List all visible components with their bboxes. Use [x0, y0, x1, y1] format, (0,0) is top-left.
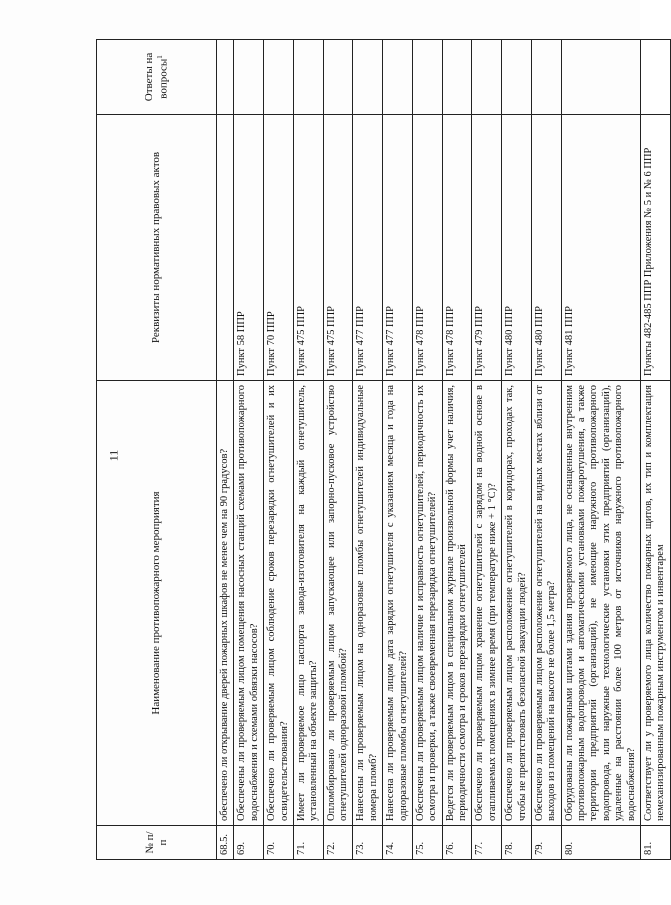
row-measure-name: Нанесены ли проверяемым лицом на одноразовые пломбы огнетушителей индивидуальные номера пломб? — [353, 381, 383, 826]
row-requisites: Пункт 475 ППР — [323, 115, 353, 381]
row-number: 75. — [412, 826, 442, 860]
row-number: 81. — [640, 826, 670, 860]
table-row — [561, 40, 640, 860]
row-answer — [412, 40, 442, 115]
table-row — [353, 40, 383, 860]
row-measure-name: Обеспечены ли проверяемым лицом наличие и исправность огнетушителей, периодичность их осмотра и проверки, а также своевременная перезарядка огнетушителей? — [412, 381, 442, 826]
row-number: 77. — [472, 826, 502, 860]
row-answer — [442, 40, 472, 115]
header-answers — [97, 40, 217, 115]
row-measure-name: Имеет ли проверяемое лицо паспорта завода-изготовителя на каждый огнетушитель, установленный на объекте защиты? — [293, 381, 323, 826]
row-number: 74. — [383, 826, 413, 860]
row-answer — [531, 40, 561, 115]
table-row — [217, 40, 234, 860]
table-header-row — [97, 40, 217, 860]
row-number: 69. — [234, 826, 264, 860]
row-measure-name: Опломбировано ли проверяемым лицом запускающее или запорно-пусковое устройство огнетушителей одноразовой пломбой? — [323, 381, 353, 826]
row-measure-name: Обеспечено ли проверяемым лицом расположение огнетушителей на видных местах вблизи от выходов из помещений на высоте не более 1,5 метра? — [531, 381, 561, 826]
page-number: 11 — [106, 449, 121, 462]
table-row — [264, 40, 294, 860]
row-requisites: Пункт 478 ППР — [412, 115, 442, 381]
row-answer — [561, 40, 640, 115]
row-number: 70. — [264, 826, 294, 860]
row-requisites: Пункт 477 ППР — [353, 115, 383, 381]
row-answer — [640, 40, 670, 115]
table-row — [640, 40, 670, 860]
row-answer — [234, 40, 264, 115]
table-row — [383, 40, 413, 860]
row-answer — [472, 40, 502, 115]
row-measure-name: Ведется ли проверяемым лицом в специальном журнале произвольной формы учет наличия, периодичности осмотра и сроков перезарядки огнетушителей — [442, 381, 472, 826]
row-measure-name: обеспечено ли открывание дверей пожарных шкафов не менее чем на 90 градусов? — [217, 381, 234, 826]
row-measure-name: Обеспечено ли проверяемым лицом соблюдение сроков перезарядки огнетушителей и их освидетельствования? — [264, 381, 294, 826]
row-number: 79. — [531, 826, 561, 860]
row-measure-name: Обеспечено ли проверяемым лицом расположение огнетушителей в коридорах, проходах так, чтобы не препятствовать безопасной эвакуации людей? — [502, 381, 532, 826]
row-requisites: Пункт 58 ППР — [234, 115, 264, 381]
row-answer — [264, 40, 294, 115]
header-answers-label: Ответы на вопросы — [142, 52, 170, 102]
table-row — [442, 40, 472, 860]
header-name: Наименование противопожарного мероприятия — [97, 381, 217, 826]
row-answer — [502, 40, 532, 115]
table-row — [323, 40, 353, 860]
table-row — [234, 40, 264, 860]
checklist-table — [96, 39, 671, 860]
row-requisites: Пункт 480 ППР — [502, 115, 532, 381]
row-number: 73. — [353, 826, 383, 860]
row-requisites: Пункт 477 ППР — [383, 115, 413, 381]
table-row — [502, 40, 532, 860]
row-requisites: Пункт 475 ППР — [293, 115, 323, 381]
row-measure-name: Соответствует ли у проверяемого лица количество пожарных щитов, их тип и комплектация немеханизированным пожарным инструментом и инвентарем — [640, 381, 670, 826]
row-number: 78. — [502, 826, 532, 860]
row-requisites: Пункт 480 ППР — [531, 115, 561, 381]
row-answer — [353, 40, 383, 115]
row-number: 76. — [442, 826, 472, 860]
row-measure-name: Обеспечены ли проверяемым лицом помещения насосных станций схемами противопожарного водоснабжения и схемами обвязки насосов? — [234, 381, 264, 826]
row-answer — [323, 40, 353, 115]
row-requisites: Пункт 478 ППР — [442, 115, 472, 381]
row-requisites: Пункт 70 ППР — [264, 115, 294, 381]
row-requisites — [217, 115, 234, 381]
table-row — [412, 40, 442, 860]
row-answer — [383, 40, 413, 115]
footnote-mark: 1 — [155, 55, 164, 59]
table-row — [293, 40, 323, 860]
row-number: 72. — [323, 826, 353, 860]
row-requisites: Пункты 482-485 ППР Приложения № 5 и № 6 ППР — [640, 115, 670, 381]
row-answer — [293, 40, 323, 115]
row-number: 68.5. — [217, 826, 234, 860]
rotated-table-wrapper — [96, 40, 667, 860]
table-row — [531, 40, 561, 860]
row-measure-name: Обеспечено ли проверяемым лицом хранение огнетушителей с зарядом на водной основе в отапливаемых помещениях в зимнее время (при температуре ниже + 1 °С)? — [472, 381, 502, 826]
header-num: № п/п — [97, 826, 217, 860]
row-requisites: Пункт 481 ППР — [561, 115, 640, 381]
row-requisites: Пункт 479 ППР — [472, 115, 502, 381]
header-requisites: Реквизиты нормативных правовых актов — [97, 115, 217, 381]
row-answer — [217, 40, 234, 115]
row-measure-name: Нанесена ли проверяемым лицом дата зарядки огнетушителя с указанием месяца и года на одноразовые пломбы огнетушителей? — [383, 381, 413, 826]
table-row — [472, 40, 502, 860]
row-number: 71. — [293, 826, 323, 860]
row-measure-name: Оборудованы ли пожарными щитами здания проверяемого лица, не оснащенные внутренним противопожарным водопроводом и автоматическими установками пожаротушения, а также территории предприятий (организаций), не имеющие наружного противопожарного водопровода, или наружные технологические установки этих предприятий (организаций), удаленные на расстоянии более 100 метров от источников наружного противопожарного водоснабжения? — [561, 381, 640, 826]
row-number: 80. — [561, 826, 640, 860]
